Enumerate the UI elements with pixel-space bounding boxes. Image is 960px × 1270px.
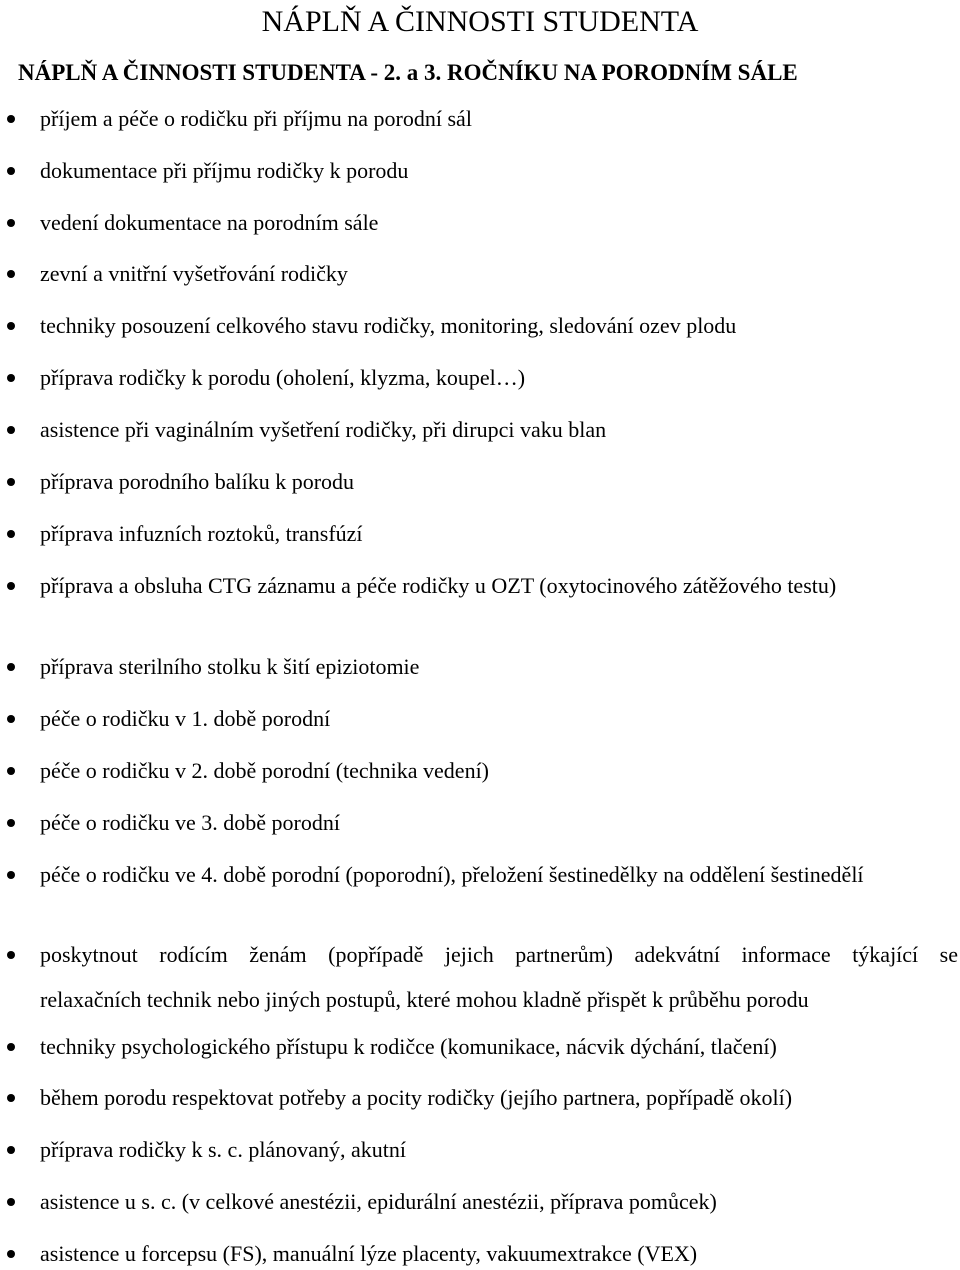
list-item-text: vedení dokumentace na porodním sále bbox=[40, 210, 379, 235]
list-item-text: během porodu respektovat potřeby a pocity rodičky (jejího partnera, popřípadě okolí) bbox=[40, 1085, 793, 1110]
list-item bbox=[40, 571, 958, 601]
bullet-icon bbox=[7, 819, 15, 827]
list-item-text: péče o rodičku ve 3. době porodní bbox=[40, 810, 340, 835]
bullet-icon bbox=[7, 374, 15, 382]
bullet-icon bbox=[7, 1250, 15, 1258]
list-item-text: péče o rodičku v 2. době porodní (technika vedení) bbox=[40, 758, 490, 783]
list-item-text: péče o rodičku v 1. době porodní bbox=[40, 706, 331, 731]
list-item-text: poskytnout rodícím ženám (popřípadě jejich partnerům) adekvátní informace týkající se bbox=[40, 942, 958, 967]
list-item-text: asistence u forcepsu (FS), manuální lýze placenty, vakuumextrakce (VEX) bbox=[40, 1241, 698, 1266]
bullet-icon bbox=[7, 426, 15, 434]
list-item-text: příjem a péče o rodičku při příjmu na porodní sál bbox=[40, 106, 472, 131]
bullet-icon bbox=[7, 663, 15, 671]
list-item-text: příprava infuzních roztoků, transfúzí bbox=[40, 521, 363, 546]
list-item-text: zevní a vnitřní vyšetřování rodičky bbox=[40, 261, 348, 286]
bullet-icon bbox=[7, 871, 15, 879]
list-item bbox=[40, 259, 958, 289]
bullet-icon bbox=[7, 115, 15, 123]
list-item-text: příprava rodičky k s. c. plánovaný, akutní bbox=[40, 1137, 406, 1162]
continuation-line: relaxačních technik nebo jiných postupů, které mohou kladně přispět k průběhu porodu bbox=[40, 987, 809, 1012]
list-item-text: péče o rodičku ve 4. době porodní (poporodní), přeložení šestinedělky na oddělení šestinedělí bbox=[40, 862, 864, 887]
list-item-text: techniky psychologického přístupu k rodičce (komunikace, nácvik dýchání, tlačení) bbox=[40, 1034, 777, 1059]
list-item-text: příprava porodního balíku k porodu bbox=[40, 469, 355, 494]
document-subtitle: NÁPLŇ A ČINNOSTI STUDENTA - 2. a 3. ROČNÍKU NA PORODNÍM SÁLE bbox=[18, 60, 798, 85]
list-item bbox=[40, 1083, 958, 1113]
list-item bbox=[40, 415, 958, 445]
list-item bbox=[40, 363, 958, 393]
list-item bbox=[40, 208, 958, 238]
bullet-icon bbox=[7, 167, 15, 175]
list-item-text: dokumentace při příjmu rodičky k porodu bbox=[40, 158, 409, 183]
list-item bbox=[40, 940, 958, 970]
list-item bbox=[40, 156, 958, 186]
bullet-icon bbox=[7, 767, 15, 775]
bullet-icon bbox=[7, 951, 15, 959]
list-item bbox=[40, 704, 958, 734]
bullet-icon bbox=[7, 1198, 15, 1206]
list-item-text: techniky posouzení celkového stavu rodičky, monitoring, sledování ozev plodu bbox=[40, 313, 737, 338]
bullet-icon bbox=[7, 582, 15, 590]
list-item-text: asistence u s. c. (v celkové anestézii, epidurální anestézii, příprava pomůcek) bbox=[40, 1189, 717, 1214]
list-item bbox=[40, 519, 958, 549]
list-item bbox=[40, 860, 958, 890]
list-item bbox=[40, 311, 958, 341]
list-item-text: asistence při vaginálním vyšetření rodičky, při dirupci vaku blan bbox=[40, 417, 607, 442]
bullet-icon bbox=[7, 478, 15, 486]
list-item bbox=[40, 756, 958, 786]
list-item bbox=[40, 1032, 958, 1062]
bullet-icon bbox=[7, 1146, 15, 1154]
bullet-icon bbox=[7, 322, 15, 330]
list-item bbox=[40, 652, 958, 682]
list-item-text: příprava sterilního stolku k šití epiziotomie bbox=[40, 654, 420, 679]
list-item bbox=[40, 808, 958, 838]
bullet-icon bbox=[7, 1043, 15, 1051]
bullet-icon bbox=[7, 270, 15, 278]
list-item-text: příprava a obsluha CTG záznamu a péče rodičky u OZT (oxytocinového zátěžového testu) bbox=[40, 573, 837, 598]
bullet-icon bbox=[7, 219, 15, 227]
list-item bbox=[40, 1239, 958, 1269]
list-item-text: příprava rodičky k porodu (oholení, klyzma, koupel…) bbox=[40, 365, 526, 390]
list-item bbox=[40, 1135, 958, 1165]
list-item bbox=[40, 104, 958, 134]
list-item bbox=[40, 467, 958, 497]
bullet-icon bbox=[7, 1094, 15, 1102]
bullet-icon bbox=[7, 715, 15, 723]
bullet-icon bbox=[7, 530, 15, 538]
list-item bbox=[40, 1187, 958, 1217]
document-title: NÁPLŇ A ČINNOSTI STUDENTA bbox=[261, 5, 699, 38]
